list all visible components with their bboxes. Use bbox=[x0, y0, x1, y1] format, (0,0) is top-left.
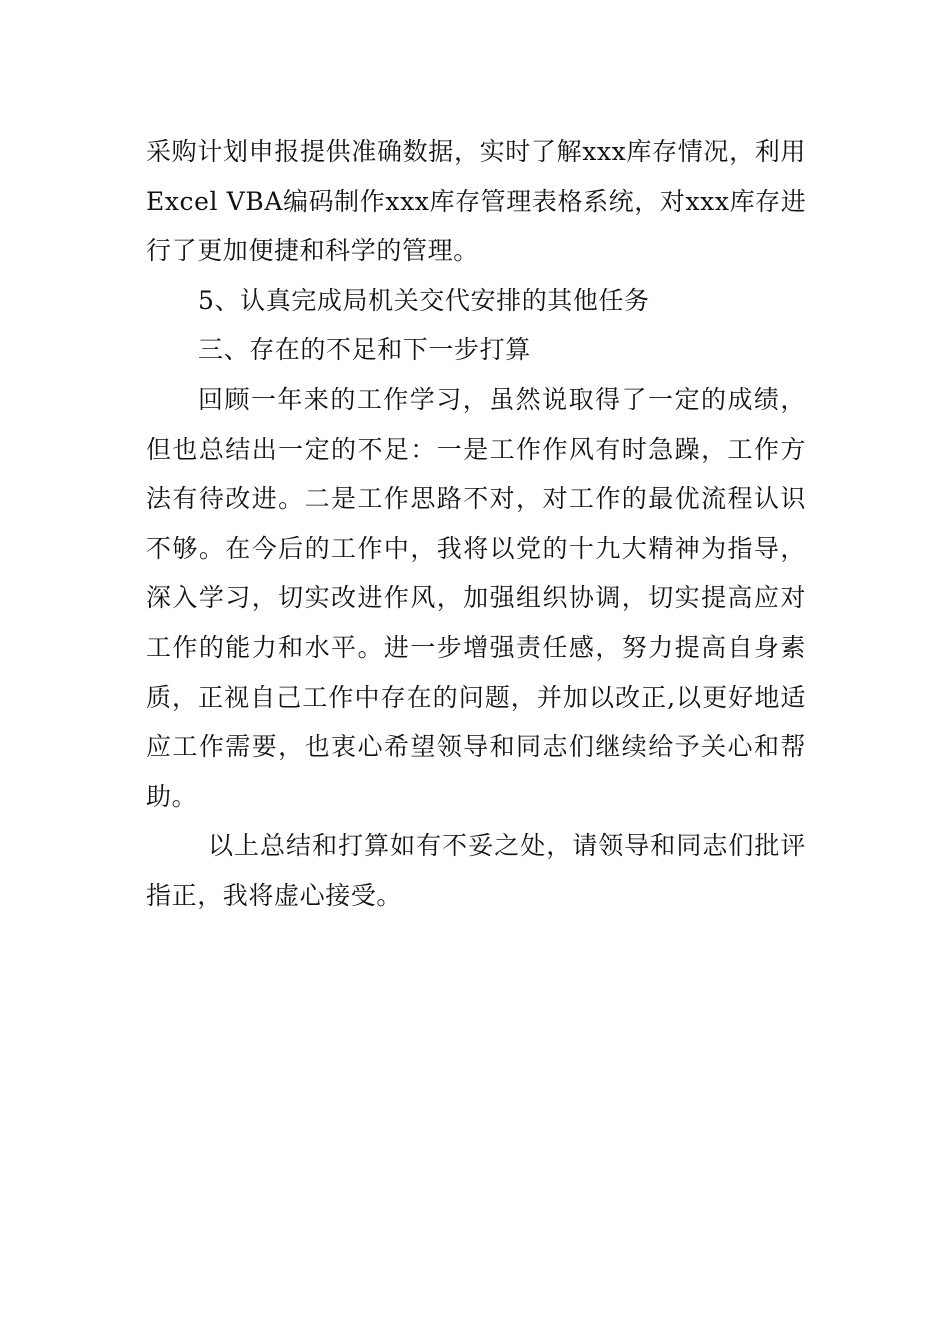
text-line: 采购计划申报提供准确数据，实时了解xxx库存情况，利用 bbox=[146, 137, 806, 166]
closing-line: 以上总结和打算如有不妥之处，请领导和同志们批评 bbox=[208, 831, 806, 861]
text-line: 工作的能力和水平。进一步增强责任感，努力提高自身素 bbox=[146, 632, 806, 662]
closing-line: 指正，我将虚心接受。 bbox=[146, 880, 403, 910]
text-line: Excel VBA编码制作xxx库存管理表格系统，对xxx库存进 bbox=[146, 186, 806, 216]
text-line: 不够。在今后的工作中，我将以党的十九大精神为指导， bbox=[146, 533, 806, 563]
document-body bbox=[146, 127, 806, 921]
text-line: 应工作需要，也衷心希望领导和同志们继续给予关心和帮 bbox=[146, 732, 806, 762]
text-line: 但也总结出一定的不足：一是工作作风有时急躁，工作方 bbox=[146, 434, 806, 464]
text-line: 行了更加便捷和科学的管理。 bbox=[146, 236, 479, 266]
section-heading: 三、存在的不足和下一步打算 bbox=[198, 335, 531, 365]
text-line: 深入学习，切实改进作风，加强组织协调，切实提高应对 bbox=[146, 583, 806, 613]
list-item-5: 5、认真完成局机关交代安排的其他任务 bbox=[198, 285, 650, 315]
text-line: 助。 bbox=[146, 781, 198, 811]
text-line: 回顾一年来的工作学习，虽然说取得了一定的成绩， bbox=[198, 384, 806, 414]
text-line: 质，正视自己工作中存在的问题，并加以改正,以更好地适 bbox=[146, 682, 806, 712]
text-line: 法有待改进。二是工作思路不对，对工作的最优流程认识 bbox=[146, 484, 806, 514]
